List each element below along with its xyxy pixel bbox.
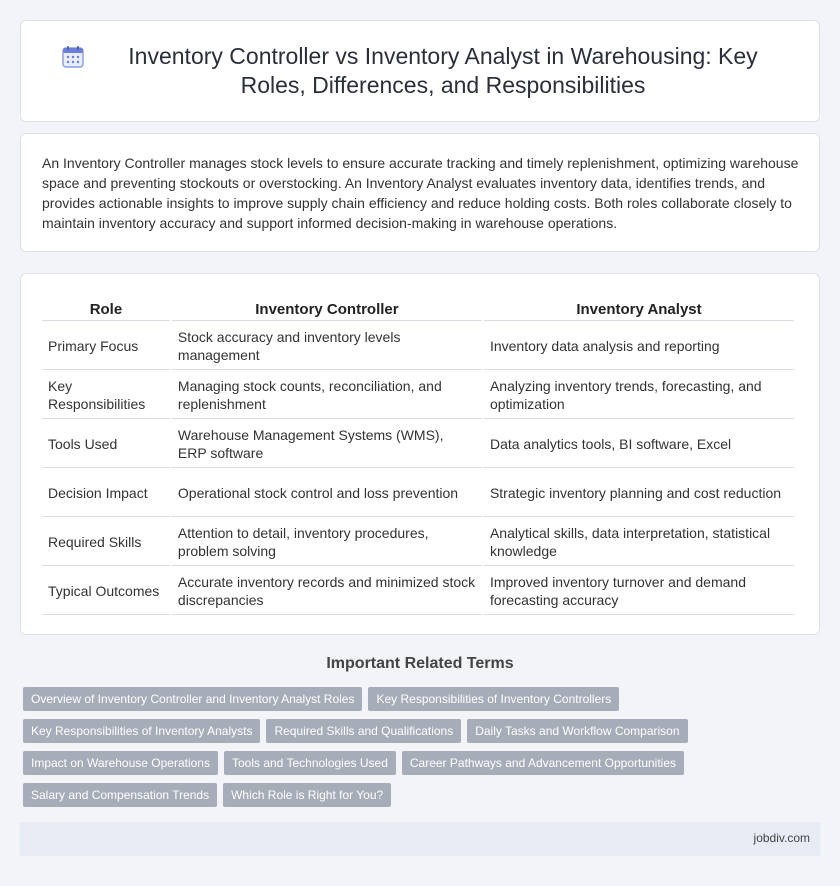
controller-cell: Managing stock counts, reconciliation, and replenishment <box>172 372 482 419</box>
related-term-tag[interactable]: Tools and Technologies Used <box>224 751 396 775</box>
related-term-tag[interactable]: Which Role is Right for You? <box>223 783 391 807</box>
analyst-cell: Inventory data analysis and reporting <box>484 323 794 370</box>
row-label: Decision Impact <box>42 470 170 517</box>
table-row <box>42 470 794 517</box>
row-label: Key Responsibilities <box>42 372 170 419</box>
controller-cell: Warehouse Management Systems (WMS), ERP software <box>172 421 482 468</box>
analyst-cell: Analytical skills, data interpretation, statistical knowledge <box>484 519 794 566</box>
related-term-tag[interactable]: Key Responsibilities of Inventory Analysts <box>23 719 260 743</box>
page-title: Inventory Controller vs Inventory Analyst in Warehousing: Key Roles, Differences, and Responsibilities <box>128 43 758 98</box>
intro-card <box>20 133 820 252</box>
header-inventory-analyst: Inventory Analyst <box>484 297 794 321</box>
header-inner <box>21 21 819 121</box>
controller-cell: Attention to detail, inventory procedures, problem solving <box>172 519 482 566</box>
row-label: Required Skills <box>42 519 170 566</box>
related-term-tag[interactable]: Overview of Inventory Controller and Inventory Analyst Roles <box>23 687 362 711</box>
controller-cell: Accurate inventory records and minimized stock discrepancies <box>172 568 482 615</box>
table-row <box>42 421 794 468</box>
table-row <box>42 519 794 566</box>
analyst-cell: Data analytics tools, BI software, Excel <box>484 421 794 468</box>
analyst-cell: Strategic inventory planning and cost reduction <box>484 470 794 517</box>
comparison-table <box>40 295 796 617</box>
header-card <box>20 20 820 122</box>
comparison-table-card <box>20 273 820 635</box>
controller-cell: Stock accuracy and inventory levels management <box>172 323 482 370</box>
row-label: Tools Used <box>42 421 170 468</box>
header-inventory-controller: Inventory Controller <box>172 297 482 321</box>
related-term-tag[interactable]: Required Skills and Qualifications <box>266 719 461 743</box>
intro-paragraph: An Inventory Controller manages stock levels to ensure accurate tracking and timely replenishment, optimizing warehouse space and preventing stockouts or overstocking. An Inventory Analyst evaluates inventory data, identifies trends, and provides actionable insights to improve supply chain efficiency and reduce holding costs. Both roles collaborate closely to maintain inventory accuracy and support informed decision-making in warehouse operations. <box>42 155 799 231</box>
controller-cell: Operational stock control and loss prevention <box>172 470 482 517</box>
related-term-tag[interactable]: Impact on Warehouse Operations <box>23 751 218 775</box>
related-terms-title: Important Related Terms <box>326 655 514 672</box>
calendar-icon <box>61 45 85 69</box>
table-row <box>42 323 794 370</box>
header-role: Role <box>42 297 170 321</box>
table-header-row <box>42 297 794 321</box>
related-term-tag[interactable]: Key Responsibilities of Inventory Controllers <box>368 687 619 711</box>
row-label: Typical Outcomes <box>42 568 170 615</box>
row-label: Primary Focus <box>42 323 170 370</box>
footer-site-link[interactable]: jobdiv.com <box>753 831 810 845</box>
related-terms-tags <box>23 687 813 807</box>
related-term-tag[interactable]: Salary and Compensation Trends <box>23 783 217 807</box>
table-row <box>42 568 794 615</box>
analyst-cell: Analyzing inventory trends, forecasting, and optimization <box>484 372 794 419</box>
related-term-tag[interactable]: Career Pathways and Advancement Opportunities <box>402 751 684 775</box>
related-term-tag[interactable]: Daily Tasks and Workflow Comparison <box>467 719 687 743</box>
footer-bar <box>20 822 820 856</box>
table-row <box>42 372 794 419</box>
analyst-cell: Improved inventory turnover and demand forecasting accuracy <box>484 568 794 615</box>
